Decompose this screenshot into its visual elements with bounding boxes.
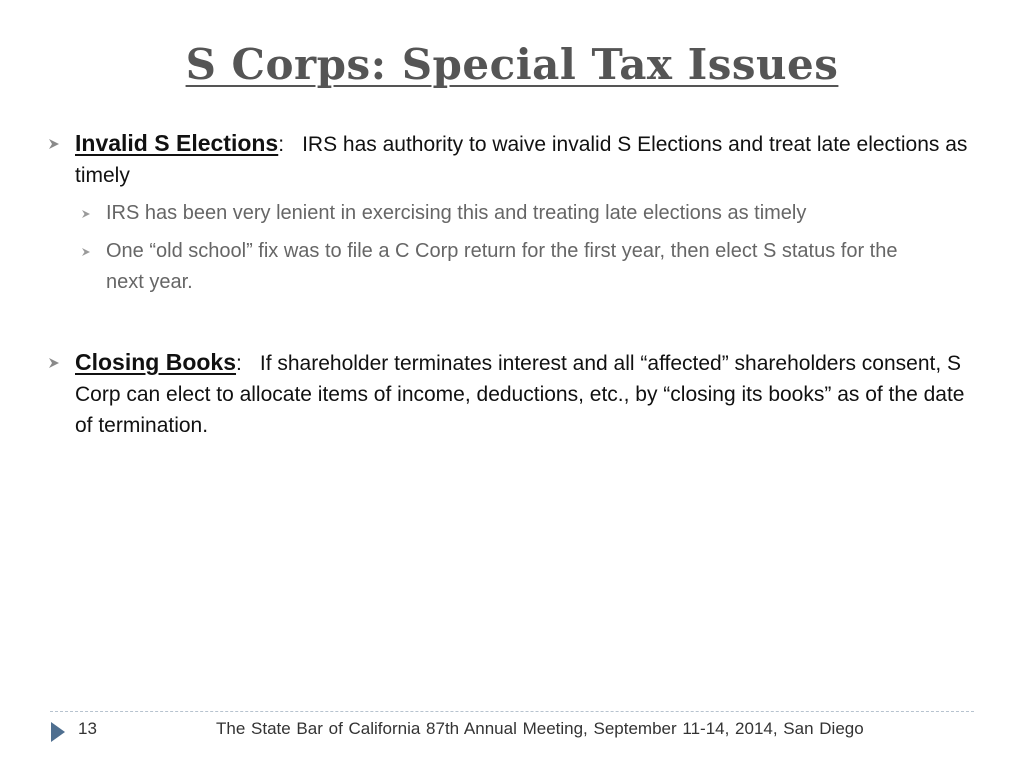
bullet-colon: : (278, 133, 285, 156)
footer-triangle-icon (50, 721, 66, 743)
footer-text: The State Bar of California 87th Annual Meeting, September 11-14, 2014, San Diego (216, 719, 864, 738)
slide-title-text: S Corps: Special Tax Issues (185, 40, 839, 89)
arrow-bullet-icon (80, 246, 92, 258)
arrow-bullet-icon (80, 208, 92, 220)
sub-bullet-text: IRS has been very lenient in exercising this and treating late elections as timely (106, 202, 807, 224)
footer-divider (50, 711, 974, 712)
sub-bullet-lenient (106, 198, 966, 229)
bullet-closing-books (75, 347, 980, 441)
bullet-heading: Closing Books (75, 349, 237, 375)
page-number: 13 (78, 719, 97, 738)
arrow-bullet-icon (47, 137, 61, 151)
sub-bullet-text: One “old school” fix was to file a C Corp return for the first year, then elect S status for the next year. (106, 240, 898, 293)
bullet-invalid-s-elections (75, 128, 980, 191)
bullet-text: IRS has authority to waive invalid S Elections and treat late elections as timely (75, 133, 968, 187)
bullet-colon: : (236, 352, 242, 375)
bullet-text: If shareholder terminates interest and all “affected” shareholders consent, S Corp can elect to allocate items of income, deductions, etc., by “closing its books” as of the date of termination. (75, 352, 965, 437)
bullet-heading: Invalid S Elections (75, 130, 279, 156)
slide-title (0, 40, 1024, 89)
arrow-bullet-icon (47, 356, 61, 370)
sub-bullet-old-school-fix (106, 236, 936, 298)
